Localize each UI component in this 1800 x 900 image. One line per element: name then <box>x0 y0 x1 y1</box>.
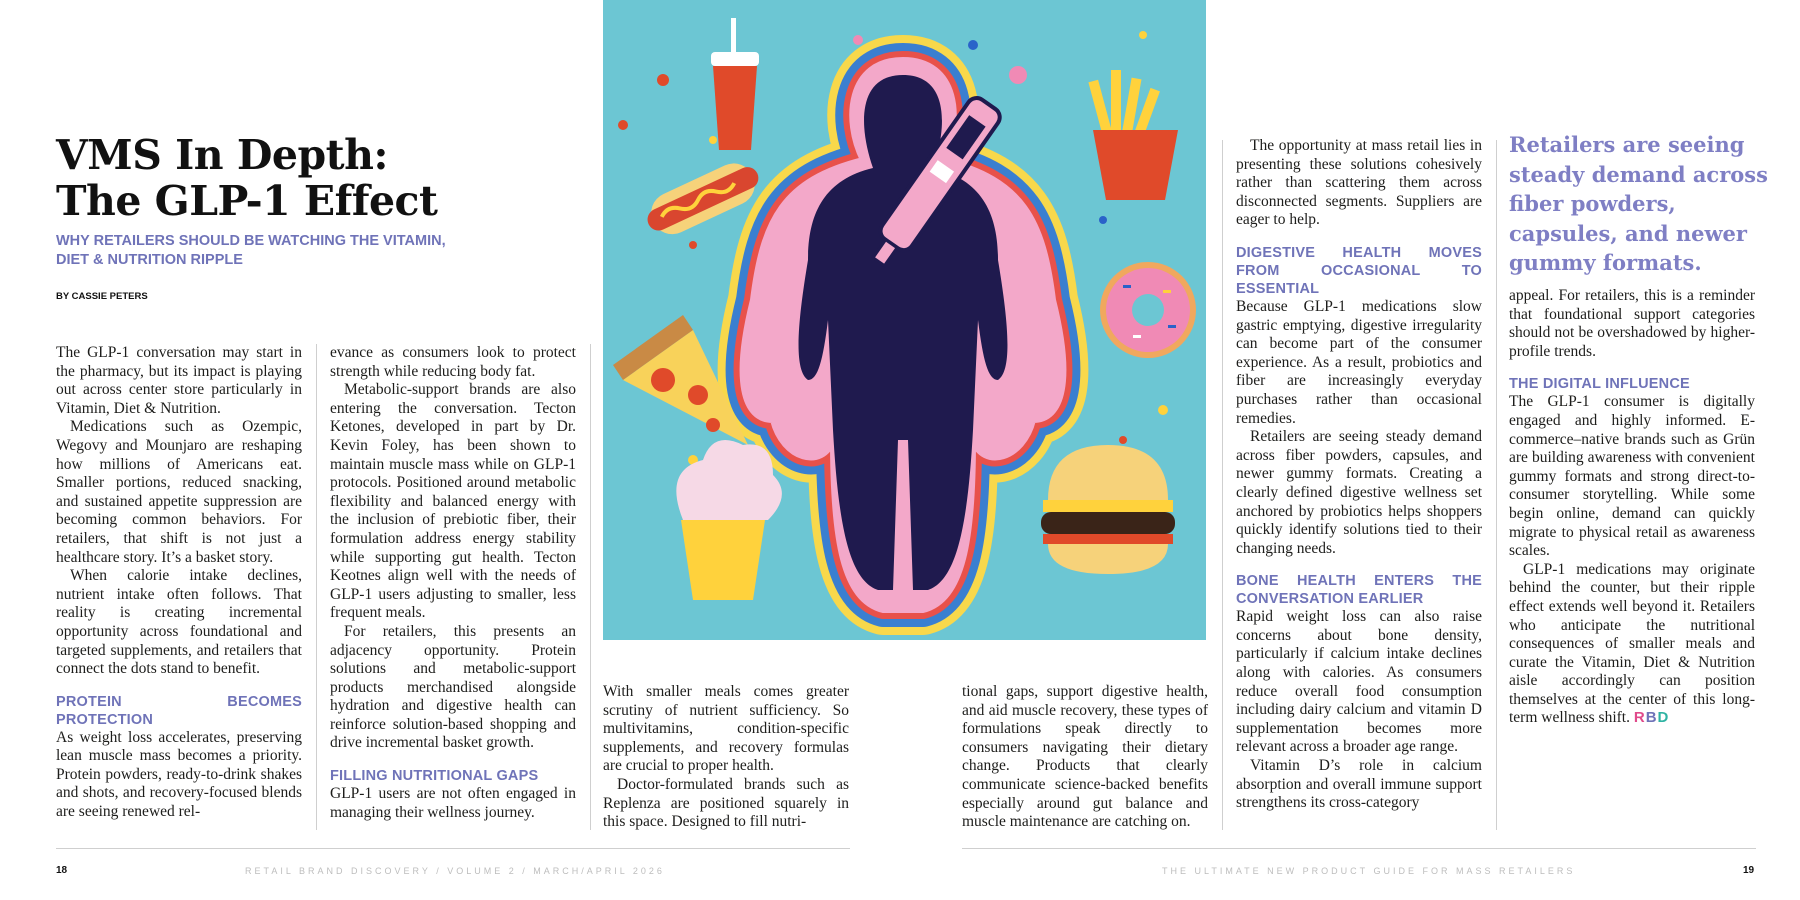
paragraph: As weight loss accelerates, preserving lean muscle mass becomes a priority. Protein powders, ready-to-drink shakes and shots, and recovery-focused blends are seeing renewed rel- <box>56 728 302 821</box>
donut-icon <box>1100 262 1196 358</box>
paragraph: With smaller meals comes greater scrutiny of nutrient sufficiency. So multivitamins, condition-specific supplements, and recovery formulas are crucial to proper health. <box>603 683 849 775</box>
rbd-letter-r: R <box>1633 709 1646 727</box>
paragraph: Doctor-formulated brands such as Replenza are positioned squarely in this space. Designed to fill nutri- <box>603 775 849 831</box>
paragraph: The GLP-1 consumer is digitally engaged and highly informed. E-commerce–native brands such as Grün are building awareness with convenient gummy formats and strong direct-to-consumer storytelling. While some begin online, demand can quickly migrate to physical retail as awareness scales. <box>1509 393 1755 560</box>
paragraph: tional gaps, support digestive health, and aid muscle recovery, these types of formulations speak directly to consumers navigating their dietary change. Products that clearly communicate science-backed benefits especially around gut balance and muscle maintenance are catching on. <box>962 683 1208 831</box>
glp1-illustration <box>603 0 1206 640</box>
subtitle-line-2: DIET & NUTRITION RIPPLE <box>56 252 243 268</box>
title-line-1: VMS In Depth: <box>56 131 389 179</box>
column-6 <box>1509 287 1755 728</box>
column-1 <box>56 344 302 822</box>
footer-rule-left <box>56 848 850 849</box>
rbd-end-mark <box>1634 709 1670 726</box>
rbd-letter-b: B <box>1645 709 1658 727</box>
column-divider <box>1222 140 1223 830</box>
column-divider <box>1496 140 1497 830</box>
section-heading-digestive: DIGESTIVE HEALTH MOVES FROM OCCASIONAL TO ESSENTIAL <box>1236 244 1482 297</box>
column-divider <box>590 344 591 830</box>
paragraph: The opportunity at mass retail lies in presenting these solutions cohesively rather than scattering them across disconnected segments. Suppliers are eager to help. <box>1236 137 1482 229</box>
paragraph: Rapid weight loss can also raise concerns about bone density, particularly if calcium intake declines along with calories. As consumers reduce overall food consumption including dairy calcium and vitamin D supplementation becomes more relevant across a broader age range. <box>1236 608 1482 756</box>
paragraph: appeal. For retailers, this is a reminder that foundational support categories should not be overshadowed by higher-profile trends. <box>1509 287 1755 360</box>
page-number-right: 19 <box>1743 865 1755 876</box>
column-3 <box>603 683 849 832</box>
page-number-left: 18 <box>56 865 68 876</box>
burger-icon <box>1041 445 1175 574</box>
paragraph: GLP-1 medications may originate behind the counter, but their ripple effect extends well beyond it. Retailers who anticipate the nutritional consequences of smaller meals and curate the Vitamin, Diet & Nutrition aisle accordingly can position themselves at the center of this long-term wellness shift. <box>1509 560 1755 727</box>
rbd-letter-d: D <box>1657 709 1670 727</box>
title-line-2: The GLP-1 Effect <box>56 177 438 225</box>
paragraph: Metabolic-support brands are also entering the conversation. Tecton Ketones, developed in part by Dr. Kevin Foley, has been shown to maintain muscle mass while on GLP-1 protocols. Positioned around metabolic flexibility and balanced energy with the inclusion of prebiotic fiber, their formulation address energy stability while supporting gut health. Tecton Keotnes align well with the needs of GLP-1 users adjusting to smaller, less frequent meals. <box>330 381 576 622</box>
illustration-svg <box>603 0 1206 640</box>
article-title <box>56 132 576 224</box>
byline: BY CASSIE PETERS <box>56 291 148 302</box>
column-divider <box>316 344 317 830</box>
column-5 <box>1236 137 1482 813</box>
section-heading-digital: THE DIGITAL INFLUENCE <box>1509 376 1690 393</box>
footer-rule-right <box>962 848 1756 849</box>
running-footer-left: RETAIL BRAND DISCOVERY / VOLUME 2 / MARCH/APRIL 2026 <box>245 866 665 876</box>
section-heading-gaps: FILLING NUTRITIONAL GAPS <box>330 768 539 785</box>
running-footer-right: THE ULTIMATE NEW PRODUCT GUIDE FOR MASS RETAILERS <box>1162 866 1576 876</box>
paragraph: Because GLP-1 medications slow gastric emptying, digestive irregularity can become part of the consumer experience. As a result, probiotics and fiber are increasingly everyday purchases rather than occasional remedies. <box>1236 297 1482 427</box>
section-heading-bone: BONE HEALTH ENTERS THE CONVERSATION EARLIER <box>1236 573 1482 608</box>
section-heading-protein: PROTEIN BECOMES PROTECTION <box>56 693 302 728</box>
column-2 <box>330 344 576 822</box>
paragraph: Medications such as Ozempic, Wegovy and Mounjaro are reshaping how millions of Americans eat. Smaller portions, reduced snacking, and sustained appetite suppression are becoming common behaviors. For retailers, that shift is not just a healthcare story. It’s a basket story. <box>56 418 302 566</box>
subtitle-line-1: WHY RETAILERS SHOULD BE WATCHING THE VITAMIN, <box>56 233 446 249</box>
article-subtitle <box>56 232 516 270</box>
column-4 <box>962 683 1208 832</box>
paragraph: The GLP-1 conversation may start in the pharmacy, but its impact is playing out across center store particularly in Vitamin, Diet & Nutrition. <box>56 344 302 417</box>
pull-quote: Retailers are seeing steady demand across fiber powders, capsules, and newer gummy formats. <box>1509 132 1768 275</box>
paragraph: For retailers, this presents an adjacency opportunity. Protein solutions and metabolic-support products merchandised alongside hydration and digestive health can reinforce solution-based shopping and drive incremental basket growth. <box>330 622 576 752</box>
paragraph: When calorie intake declines, nutrient intake often follows. That reality is creating incremental opportunity across foundational and targeted supplements, and retailers that connect the dots stand to benefit. <box>56 567 302 678</box>
paragraph: GLP-1 users are not often engaged in managing their wellness journey. <box>330 785 576 821</box>
paragraph: evance as consumers look to protect strength while reducing body fat. <box>330 344 576 380</box>
paragraph: Retailers are seeing steady demand across fiber powders, capsules, and newer gummy formats. Creating a clearly defined digestive wellness set anchored by probiotics helps shoppers quickly identify solutions tied to their changing needs. <box>1236 428 1482 557</box>
paragraph: Vitamin D’s role in calcium absorption and overall immune support strengthens its cross-category <box>1236 757 1482 812</box>
